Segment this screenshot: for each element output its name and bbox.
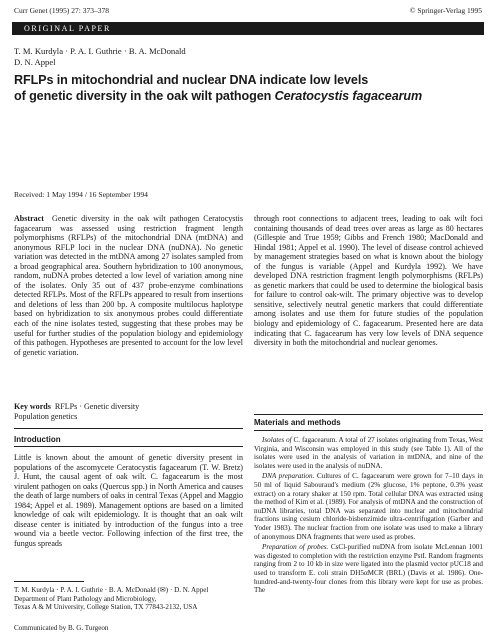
section-rule [254,430,483,431]
methods-paragraph: Preparation of probes. CsCl-purified nuDNA from isolate McLennan 1001 was digested to completion with the restriction enzyme PstI. Random fragments ranging from 2 to 10 kb in size were ligated into the plasmid vector pUC18 and used to transform E. coli strain DH5αMCR (BRL) (Davis et al. 1986). One-hundred-and-twenty-four clones from this library were kept for use as probes. The [254,543,483,595]
methods-paragraph: DNA preparation. Cultures of C. fagacearum were grown for 7–10 days in 50 ml of liquid Sabouraud's medium (2% glucose, 1% peptone, 0.3% yeast extract) on a rotary shaker at 150 rpm. Total cellular DNA was extracted using the method of Kim et al. (1989). For analysis of mtDNA and the construction of nuDNA libraries, total DNA was separated into nuclear and mitochondrial fractions using cesium chloride-bisbenzimide ultra-centrifugation (Garber and Yoder 1983). The nuclear fraction from one isolate was used to make a library of anonymous DNA fragments that were used as probes. [254,472,483,541]
received-dates: Received: 1 May 1994 / 16 September 1994 [14,190,148,199]
author-line: T. M. Kurdyla · P. A. I. Guthrie · B. A. McDonald [14,46,186,56]
abstract-text: Genetic diversity in the oak wilt pathogen Ceratocystis fagacearum was assessed using restriction fragment length polymorphisms (RFLPs) of the mitochondrial DNA (mtDNA) and anonymous RFLP loci in the nuclear DNA (nuDNA). No genetic variation was detected in the mtDNA among 27 isolates sampled from a broad geographical area. Southern hybridization to 100 anonymous, random, nuDNA probes detected a low level of variation among nine of the isolates. Only 35 out of 437 probe-enzyme combinations detected RFLPs. Most of the RFLPs appeared to result from insertions and deletions of less than 200 bp. A composite multilocus haplotype based on hybridization to six anonymous probes could differentiate each of the nine isolates tested, suggesting that these probes may be useful for further studies of the population biology and epidemiology of this pathogen. Hypotheses are presented to account for the low level of genetic variation. [14,214,244,357]
species-name: Ceratocystis fagacearum [274,89,423,103]
keywords [14,402,243,421]
communicated-by: Communicated by B. G. Turgeon [14,624,109,632]
methods-heading: Materials and methods [254,418,341,427]
author-affiliation: T. M. Kurdyla · P. A. I. Guthrie · B. A. McDonald (✉) · D. N. Appel Department of Plant Pathology and Microbiology, Texas A & M University, College Station, TX 77843-2132, USA [14,586,209,612]
abstract-label: Abstract [14,214,44,223]
section-rule [14,446,243,447]
footnote-rule [14,581,84,582]
introduction-text: Little is known about the amount of genetic diversity present in populations of the ascomycete Ceratocystis fagacearum (T. W. Bretz) J. Hunt, the causal agent of oak wilt. C. fagacearum is the most virulent pathogen on oaks (Quercus spp.) in North America and causes the death of large numbers of oaks in central Texas (Appel and Maggio 1984; Appel et al. 1989). Management options are based on a limited knowledge of oak wilt epidemiology. It is thought that an oak wilt disease center is initiated by introduction of the fungus into a tree wound via a beetle vector. Following infection of the first tree, the fungus spreads [14,453,243,548]
introduction-continued: through root connections to adjacent trees, leading to oak wilt foci containing thousands of dead trees over areas as large as 80 hectares (Gillespie and True 1959; Gibbs and French 1980; MacDonald and Hindal 1981; Appel et al. 1990). The level of disease control achieved by management strategies based on what is known about the biology of the fungus is variable (Appel and Kurdyla 1992). We have developed DNA restriction fragment length polymorphisms (RFLPs) as genetic markers that could be used to determine the biological basis for failure to control oak-wilt. The primary objective was to develop sensitive, selectively neutral genetic markers that could differentiate among isolates and use them for future studies of the population biology and epidemiology of C. fagacearum. Presented here are data indicating that C. fagacearum has very low levels of DNA sequence diversity in both the mitochondrial and nuclear genomes. [254,214,483,348]
section-rule [14,428,243,429]
introduction-heading: Introduction [14,435,61,444]
author-list [14,46,474,67]
title-line: of genetic diversity in the oak wilt pathogen Ceratocystis fagacearum [14,89,423,103]
methods-paragraph: Isolates of C. fagacearum. A total of 27 isolates originating from Texas, West Virginia, and Wisconsin was employed in this study (see Table 1). All of the isolates were used in the analysis of variation in mtDNA, and nine of the isolates were used in the analysis of nuDNA. [254,436,483,470]
author-line: D. N. Appel [14,56,56,67]
keywords-line: Population genetics [14,411,78,421]
methods-text [254,436,483,597]
journal-citation: Curr Genet (1995) 27: 373–378 [14,6,109,15]
article-title [14,72,482,104]
article-type-banner: ORIGINAL PAPER [12,22,484,35]
keywords-label: Key words [14,402,51,411]
title-line: RFLPs in mitochondrial and nuclear DNA indicate low levels [14,73,369,87]
section-rule [254,414,483,415]
abstract [14,214,243,357]
publisher-copyright: © Springer-Verlag 1995 [409,6,482,15]
keywords-line: RFLPs · Genetic diversity [54,402,140,411]
